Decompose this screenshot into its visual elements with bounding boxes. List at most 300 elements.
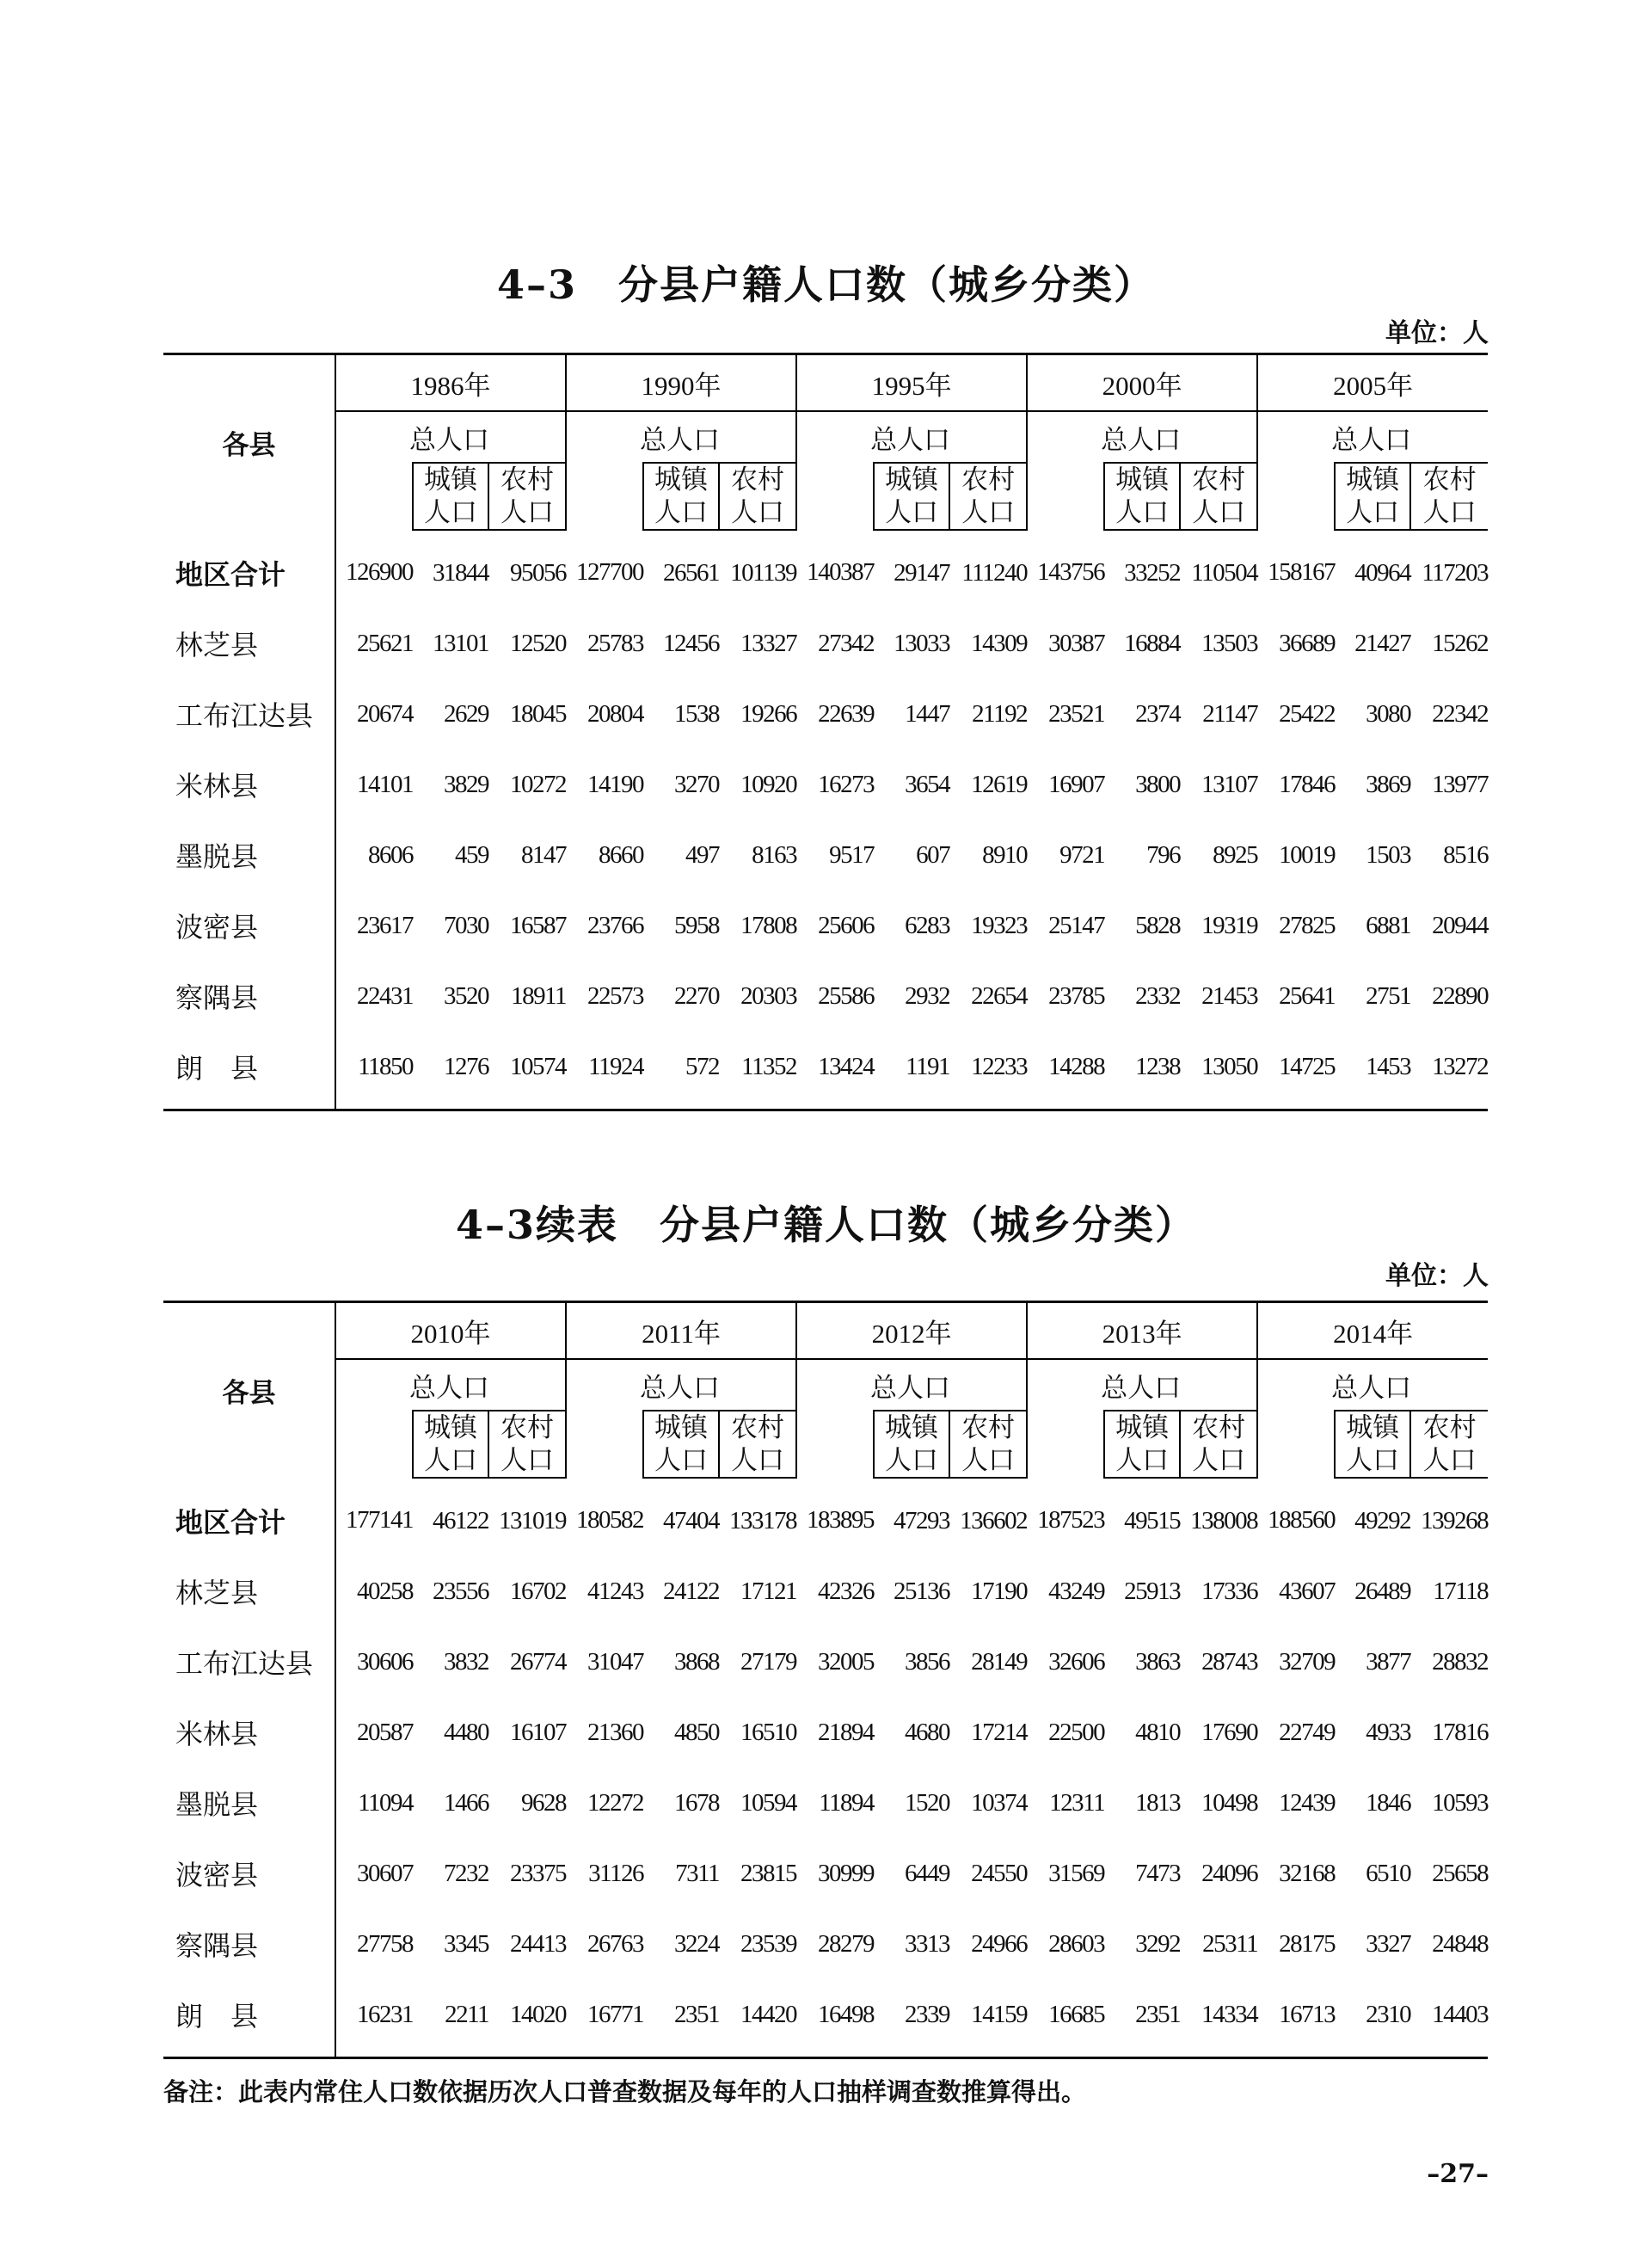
population-value: 3292 xyxy=(1135,1929,1181,1958)
population-value: 177141 xyxy=(346,1506,413,1534)
population-value: 11924 xyxy=(566,1031,643,1110)
table2-unit: 单位：人 xyxy=(1385,1261,1489,1291)
urban-population-header: 城镇 xyxy=(1335,1411,1410,1444)
population-value: 10272 xyxy=(510,770,567,798)
population-value: 18911 xyxy=(511,981,567,1010)
population-value: 22654 xyxy=(971,981,1028,1010)
population-value: 2211 xyxy=(413,1979,488,2058)
population-value: 12619 xyxy=(971,770,1028,798)
population-value: 2374 xyxy=(1135,699,1181,728)
population-value: 5828 xyxy=(1135,911,1181,939)
population-value: 16702 xyxy=(510,1577,567,1605)
total-population-header: 总人口 xyxy=(1027,1359,1257,1411)
population-value: 23766 xyxy=(587,911,644,939)
county-column-header: 各县 xyxy=(163,1302,335,1479)
population-value: 24096 xyxy=(1201,1859,1258,1887)
county-row xyxy=(163,1979,1488,2058)
page-number: –27– xyxy=(1427,2159,1489,2189)
population-value: 20804 xyxy=(587,699,644,728)
population-value: 10374 xyxy=(971,1788,1028,1817)
population-value: 14190 xyxy=(587,770,644,798)
county-row xyxy=(163,1697,1488,1768)
population-value: 17816 xyxy=(1432,1718,1489,1746)
population-value: 497 xyxy=(685,840,720,869)
population-value: 1678 xyxy=(674,1788,720,1817)
population-value: 20303 xyxy=(740,981,797,1010)
population-value: 6881 xyxy=(1366,911,1411,939)
population-value: 9517 xyxy=(829,840,875,869)
rural-population-header: 人口 xyxy=(949,496,1027,530)
population-value: 19266 xyxy=(740,699,797,728)
population-value: 3654 xyxy=(905,770,950,798)
population-value: 25783 xyxy=(587,629,644,657)
population-value: 21192 xyxy=(972,699,1028,728)
county-name: 工布江达县 xyxy=(163,679,335,749)
population-value: 3080 xyxy=(1366,699,1411,728)
urban-population-header: 人口 xyxy=(1335,1444,1410,1478)
population-value: 13503 xyxy=(1201,629,1258,657)
county-name: 林芝县 xyxy=(163,1556,335,1627)
total-row xyxy=(163,530,1488,608)
rural-population-header: 人口 xyxy=(1180,1444,1257,1478)
population-value: 1538 xyxy=(674,699,720,728)
year-header: 2012年 xyxy=(796,1302,1027,1360)
population-value: 12233 xyxy=(949,1031,1027,1110)
population-value: 43249 xyxy=(1048,1577,1105,1605)
population-value: 28175 xyxy=(1279,1929,1336,1958)
population-value: 14725 xyxy=(1257,1031,1335,1110)
population-value: 13424 xyxy=(796,1031,874,1110)
population-value: 143756 xyxy=(1037,558,1105,586)
population-value: 23375 xyxy=(510,1859,567,1887)
population-value: 572 xyxy=(643,1031,719,1110)
population-value: 3327 xyxy=(1366,1929,1411,1958)
population-value: 28832 xyxy=(1432,1647,1489,1676)
population-value: 16587 xyxy=(510,911,567,939)
county-name: 工布江达县 xyxy=(163,1627,335,1697)
population-value: 23539 xyxy=(740,1929,797,1958)
population-value: 111240 xyxy=(961,558,1028,587)
population-value: 24413 xyxy=(510,1929,567,1958)
population-value: 127700 xyxy=(576,558,644,586)
population-value: 1453 xyxy=(1335,1031,1410,1110)
population-value: 32606 xyxy=(1048,1647,1105,1676)
population-value: 24848 xyxy=(1432,1929,1489,1958)
population-value: 1846 xyxy=(1366,1788,1411,1817)
county-row xyxy=(163,820,1488,890)
population-value: 4810 xyxy=(1135,1718,1181,1746)
population-value: 28279 xyxy=(818,1929,875,1958)
population-value: 27758 xyxy=(357,1929,413,1958)
header-row-total xyxy=(163,411,1488,463)
population-value: 17336 xyxy=(1201,1577,1258,1605)
population-value: 13050 xyxy=(1180,1031,1257,1110)
year-header: 2011年 xyxy=(566,1302,796,1360)
county-name: 波密县 xyxy=(163,1838,335,1909)
population-value: 17690 xyxy=(1201,1718,1258,1746)
population-value: 10498 xyxy=(1201,1788,1258,1817)
county-name: 地区合计 xyxy=(163,1478,335,1556)
population-value: 8606 xyxy=(368,840,413,869)
county-row xyxy=(163,679,1488,749)
total-row xyxy=(163,1478,1488,1556)
population-value: 7030 xyxy=(444,911,488,939)
footnote: 备注：此表内常住人口数依据历次人口普查数据及每年的人口抽样调查数推算得出。 xyxy=(163,2077,1087,2106)
population-value: 22890 xyxy=(1432,981,1489,1010)
population-value: 16771 xyxy=(566,1979,643,2058)
rural-population-header: 农村 xyxy=(1180,463,1257,496)
rural-population-header: 人口 xyxy=(719,1444,796,1478)
county-row xyxy=(163,890,1488,961)
population-value: 2310 xyxy=(1335,1979,1410,2058)
population-value: 126900 xyxy=(346,558,413,586)
population-value: 23617 xyxy=(357,911,413,939)
total-population-header: 总人口 xyxy=(335,1359,566,1411)
population-value: 32709 xyxy=(1279,1647,1336,1676)
year-header: 2013年 xyxy=(1027,1302,1257,1360)
population-value: 24966 xyxy=(971,1929,1028,1958)
population-value: 6510 xyxy=(1366,1859,1411,1887)
total-column-spacer xyxy=(1027,1411,1104,1478)
population-value: 13033 xyxy=(894,629,950,657)
population-value: 459 xyxy=(455,840,488,869)
rural-population-header: 农村 xyxy=(719,463,796,496)
urban-population-header: 城镇 xyxy=(874,1411,949,1444)
rural-population-header: 农村 xyxy=(949,1411,1027,1444)
population-value: 27825 xyxy=(1279,911,1336,939)
population-value: 15262 xyxy=(1432,629,1489,657)
total-population-header: 总人口 xyxy=(566,1359,796,1411)
population-value: 1447 xyxy=(905,699,950,728)
population-value: 12311 xyxy=(1049,1788,1105,1817)
rural-population-header: 人口 xyxy=(1410,496,1488,530)
population-value: 2332 xyxy=(1135,981,1181,1010)
population-value: 26561 xyxy=(663,558,720,587)
population-value: 10574 xyxy=(488,1031,566,1110)
population-value: 47404 xyxy=(663,1506,720,1534)
county-row xyxy=(163,1031,1488,1110)
county-name: 察隅县 xyxy=(163,1909,335,1979)
population-value: 3868 xyxy=(674,1647,720,1676)
population-value: 16498 xyxy=(796,1979,874,2058)
population-value: 16231 xyxy=(335,1979,413,2058)
population-value: 21453 xyxy=(1201,981,1258,1010)
population-value: 101139 xyxy=(730,558,797,587)
population-value: 16685 xyxy=(1027,1979,1104,2058)
population-value: 12456 xyxy=(663,629,720,657)
population-value: 10594 xyxy=(740,1788,797,1817)
population-value: 1276 xyxy=(413,1031,488,1110)
population-value: 11850 xyxy=(335,1031,413,1110)
population-value: 4933 xyxy=(1366,1718,1411,1746)
population-value: 25621 xyxy=(357,629,413,657)
urban-population-header: 人口 xyxy=(874,1444,949,1478)
population-value: 23556 xyxy=(433,1577,488,1605)
urban-population-header: 城镇 xyxy=(1104,463,1180,496)
rural-population-header: 农村 xyxy=(719,1411,796,1444)
rural-population-header: 人口 xyxy=(1180,496,1257,530)
total-column-spacer xyxy=(796,463,874,530)
urban-population-header: 人口 xyxy=(1104,496,1180,530)
urban-population-header: 城镇 xyxy=(1104,1411,1180,1444)
rural-population-header: 人口 xyxy=(488,1444,566,1478)
urban-population-header: 人口 xyxy=(643,1444,719,1478)
population-value: 131019 xyxy=(499,1506,567,1534)
population-value: 30387 xyxy=(1048,629,1105,657)
population-value: 187523 xyxy=(1037,1506,1105,1534)
population-value: 18045 xyxy=(510,699,567,728)
population-value: 21147 xyxy=(1202,699,1258,728)
population-value: 14420 xyxy=(719,1979,796,2058)
population-value: 14334 xyxy=(1180,1979,1257,2058)
population-value: 30999 xyxy=(818,1859,875,1887)
urban-population-header: 人口 xyxy=(413,1444,488,1478)
population-value: 16107 xyxy=(510,1718,567,1746)
population-value: 11352 xyxy=(719,1031,796,1110)
population-value: 26763 xyxy=(587,1929,644,1958)
header-row-years xyxy=(163,1302,1488,1360)
total-population-header: 总人口 xyxy=(335,411,566,463)
year-header: 1995年 xyxy=(796,354,1027,412)
year-header: 1990年 xyxy=(566,354,796,412)
population-value: 36689 xyxy=(1279,629,1336,657)
population-value: 2932 xyxy=(905,981,950,1010)
population-value: 28149 xyxy=(971,1647,1028,1676)
population-value: 14288 xyxy=(1027,1031,1104,1110)
population-value: 12520 xyxy=(510,629,567,657)
rural-population-header: 人口 xyxy=(949,1444,1027,1478)
population-value: 21360 xyxy=(587,1718,644,1746)
population-value: 16713 xyxy=(1257,1979,1335,2058)
year-header: 2010年 xyxy=(335,1302,566,1360)
population-value: 24122 xyxy=(663,1577,720,1605)
population-value: 8163 xyxy=(752,840,797,869)
year-header: 1986年 xyxy=(335,354,566,412)
population-value: 25606 xyxy=(818,911,875,939)
county-name: 朗 县 xyxy=(163,1979,335,2058)
population-value: 43607 xyxy=(1279,1577,1336,1605)
rural-population-header: 农村 xyxy=(488,1411,566,1444)
population-value: 796 xyxy=(1146,840,1181,869)
population-value: 40258 xyxy=(357,1577,413,1605)
population-value: 42326 xyxy=(818,1577,875,1605)
population-value: 13107 xyxy=(1201,770,1258,798)
population-value: 32168 xyxy=(1279,1859,1336,1887)
population-value: 2351 xyxy=(1104,1979,1180,2058)
population-value: 8516 xyxy=(1443,840,1489,869)
county-row xyxy=(163,749,1488,820)
urban-population-header: 人口 xyxy=(413,496,488,530)
population-value: 9721 xyxy=(1059,840,1105,869)
total-population-header: 总人口 xyxy=(796,411,1027,463)
rural-population-header: 农村 xyxy=(949,463,1027,496)
population-value: 7311 xyxy=(675,1859,720,1887)
population-value: 40964 xyxy=(1354,558,1411,587)
population-value: 21427 xyxy=(1354,629,1411,657)
population-value: 16273 xyxy=(818,770,875,798)
county-name: 墨脱县 xyxy=(163,1768,335,1838)
total-population-header: 总人口 xyxy=(796,1359,1027,1411)
population-value: 22573 xyxy=(587,981,644,1010)
population-value: 7232 xyxy=(444,1859,488,1887)
population-value: 29147 xyxy=(894,558,950,587)
population-value: 22639 xyxy=(818,699,875,728)
rural-population-header: 人口 xyxy=(488,496,566,530)
header-row-total xyxy=(163,1359,1488,1411)
population-value: 16884 xyxy=(1124,629,1181,657)
population-value: 23521 xyxy=(1048,699,1105,728)
population-value: 31126 xyxy=(588,1859,644,1887)
total-population-header: 总人口 xyxy=(1331,1372,1412,1403)
total-column-spacer xyxy=(1257,1411,1335,1478)
urban-population-header: 人口 xyxy=(874,496,949,530)
population-value: 5958 xyxy=(674,911,720,939)
population-value: 158167 xyxy=(1268,558,1336,586)
population-value: 25147 xyxy=(1048,911,1105,939)
population-value: 2351 xyxy=(643,1979,719,2058)
total-column-spacer xyxy=(335,463,413,530)
population-value: 26489 xyxy=(1354,1577,1411,1605)
population-value: 30607 xyxy=(357,1859,413,1887)
population-value: 1503 xyxy=(1366,840,1411,869)
population-value: 1813 xyxy=(1135,1788,1181,1817)
county-row xyxy=(163,961,1488,1031)
population-value: 31047 xyxy=(587,1647,644,1676)
population-value: 12439 xyxy=(1279,1788,1336,1817)
population-value: 110504 xyxy=(1191,558,1258,587)
population-value: 140387 xyxy=(807,558,875,586)
urban-population-header: 人口 xyxy=(643,496,719,530)
urban-population-header: 城镇 xyxy=(413,1411,488,1444)
total-column-spacer xyxy=(335,1411,413,1478)
county-name: 地区合计 xyxy=(163,530,335,608)
county-row xyxy=(163,1768,1488,1838)
population-value: 3829 xyxy=(444,770,488,798)
population-value: 6449 xyxy=(905,1859,950,1887)
population-value: 14020 xyxy=(488,1979,566,2058)
county-name: 墨脱县 xyxy=(163,820,335,890)
population-value: 41243 xyxy=(587,1577,644,1605)
rural-population-header: 人口 xyxy=(719,496,796,530)
population-value: 20944 xyxy=(1432,911,1489,939)
table1-unit: 单位：人 xyxy=(1385,318,1489,348)
population-value: 49515 xyxy=(1124,1506,1181,1534)
total-column-spacer xyxy=(1257,463,1335,530)
header-row-years xyxy=(163,354,1488,412)
population-value: 17121 xyxy=(740,1577,797,1605)
population-value: 3520 xyxy=(444,981,488,1010)
population-value: 22342 xyxy=(1432,699,1489,728)
population-value: 31844 xyxy=(433,558,488,587)
population-value: 4680 xyxy=(905,1718,950,1746)
rural-population-header: 农村 xyxy=(488,463,566,496)
county-name: 波密县 xyxy=(163,890,335,961)
population-value: 10593 xyxy=(1432,1788,1489,1817)
population-value: 25913 xyxy=(1124,1577,1181,1605)
rural-population-header: 农村 xyxy=(1180,1411,1257,1444)
population-value: 4850 xyxy=(674,1718,720,1746)
population-value: 46122 xyxy=(433,1506,488,1534)
population-value: 28603 xyxy=(1048,1929,1105,1958)
county-name: 察隅县 xyxy=(163,961,335,1031)
population-value: 117203 xyxy=(1422,558,1489,587)
population-value: 22431 xyxy=(357,981,413,1010)
urban-population-header: 城镇 xyxy=(413,463,488,496)
population-value: 20587 xyxy=(357,1718,413,1746)
year-header: 2005年 xyxy=(1257,354,1488,412)
population-value: 23815 xyxy=(740,1859,797,1887)
county-row xyxy=(163,1556,1488,1627)
population-value: 8147 xyxy=(521,840,567,869)
urban-population-header: 人口 xyxy=(1335,496,1410,530)
population-value: 25586 xyxy=(818,981,875,1010)
population-value: 4480 xyxy=(444,1718,488,1746)
population-value: 136602 xyxy=(960,1506,1028,1534)
county-row xyxy=(163,1627,1488,1697)
rural-population-header: 农村 xyxy=(1410,463,1488,496)
population-value: 32005 xyxy=(818,1647,875,1676)
population-table-2 xyxy=(163,1301,1488,2059)
population-value: 2270 xyxy=(674,981,720,1010)
population-value: 133178 xyxy=(729,1506,797,1534)
population-value: 139268 xyxy=(1421,1506,1489,1534)
population-value: 10920 xyxy=(740,770,797,798)
population-value: 607 xyxy=(916,840,950,869)
population-value: 47293 xyxy=(894,1506,950,1534)
total-column-spacer xyxy=(1027,463,1104,530)
population-value: 3224 xyxy=(674,1929,720,1958)
population-value: 24550 xyxy=(971,1859,1028,1887)
population-table-1 xyxy=(163,353,1488,1111)
population-value: 25658 xyxy=(1432,1859,1489,1887)
population-value: 95056 xyxy=(510,558,567,587)
table2-title: 4–3续表 分县户籍人口数（城乡分类） xyxy=(455,1202,1196,1248)
population-value: 17808 xyxy=(740,911,797,939)
population-value: 22749 xyxy=(1279,1718,1336,1746)
population-value: 11094 xyxy=(358,1788,413,1817)
population-value: 3313 xyxy=(905,1929,950,1958)
population-value: 1520 xyxy=(905,1788,950,1817)
population-value: 13101 xyxy=(433,629,488,657)
population-value: 2629 xyxy=(444,699,488,728)
population-value: 16907 xyxy=(1048,770,1105,798)
population-value: 30606 xyxy=(357,1647,413,1676)
county-row xyxy=(163,1838,1488,1909)
rural-population-header: 农村 xyxy=(1410,1411,1488,1444)
population-value: 23785 xyxy=(1048,981,1105,1010)
header-row-sub-1 xyxy=(163,1411,1488,1444)
population-value: 21894 xyxy=(818,1718,875,1746)
total-population-header: 总人口 xyxy=(1331,424,1412,455)
year-header: 2014年 xyxy=(1257,1302,1488,1360)
population-value: 14101 xyxy=(357,770,413,798)
population-value: 8910 xyxy=(982,840,1028,869)
population-value: 25422 xyxy=(1279,699,1336,728)
county-name: 林芝县 xyxy=(163,608,335,679)
population-value: 3800 xyxy=(1135,770,1181,798)
population-value: 3877 xyxy=(1366,1647,1411,1676)
population-value: 3863 xyxy=(1135,1647,1181,1676)
population-value: 8925 xyxy=(1213,840,1258,869)
population-value: 27342 xyxy=(818,629,875,657)
total-population-header: 总人口 xyxy=(566,411,796,463)
county-name: 米林县 xyxy=(163,1697,335,1768)
urban-population-header: 城镇 xyxy=(643,1411,719,1444)
population-value: 3832 xyxy=(444,1647,488,1676)
county-name: 米林县 xyxy=(163,749,335,820)
population-value: 12272 xyxy=(587,1788,644,1817)
population-value: 20674 xyxy=(357,699,413,728)
